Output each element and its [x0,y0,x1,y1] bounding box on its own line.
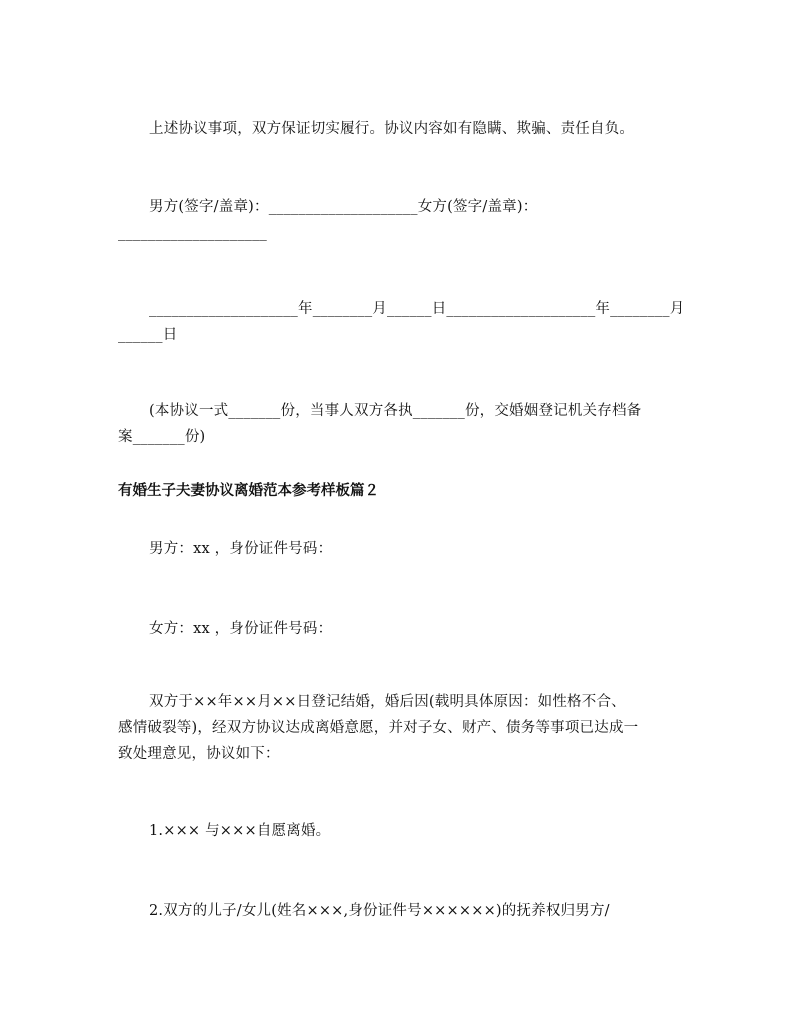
copies-line-1: (本协议一式_______份，当事人双方各执_______份，交婚姻登记机关存档备 [149,403,642,419]
performance-paragraph [118,116,674,142]
performance-text: 上述协议事项，双方保证切实履行。协议内容如有隐瞒、欺骗、责任自负。 [149,121,635,137]
marriage-line-1: 双方于××年××月××日登记结婚，婚后因(载明具体原因：如性格不合、 [149,694,626,710]
marriage-line-2: 感情破裂等)，经双方协议达成离婚意愿，并对子女、财产、债务等事项已达成一 [118,720,639,736]
man-info-paragraph [118,536,674,562]
marriage-paragraph [118,689,674,767]
item-1-text: 1.××× 与×××自愿离婚。 [149,823,331,839]
copies-paragraph [118,398,674,450]
item-2-text: 2.双方的儿子/女儿(姓名×××,身份证件号××××××)的抚养权归男方/ [149,903,610,919]
copies-line-2: 案_______份) [118,429,206,445]
woman-info-paragraph [118,616,674,642]
section-heading: 有婚生子夫妻协议离婚范本参考样板篇２ [118,482,379,499]
item-2-paragraph [118,898,674,924]
marriage-line-3: 致处理意见，协议如下： [118,746,280,762]
woman-info-text: 女方：xx ，身份证件号码： [149,621,333,637]
date-paragraph [118,296,685,348]
signature-line-2: ____________________ [118,225,267,241]
man-info-text: 男方：xx ，身份证件号码： [149,541,333,557]
item-1-paragraph [118,818,674,844]
signature-line-1: 男方(签字/盖章)：____________________女方(签字/盖章)： [149,199,538,215]
signature-paragraph [118,194,674,246]
date-line-1: ____________________年________月______日____________________年________月 [149,301,685,317]
date-line-2: ______日 [118,327,178,343]
